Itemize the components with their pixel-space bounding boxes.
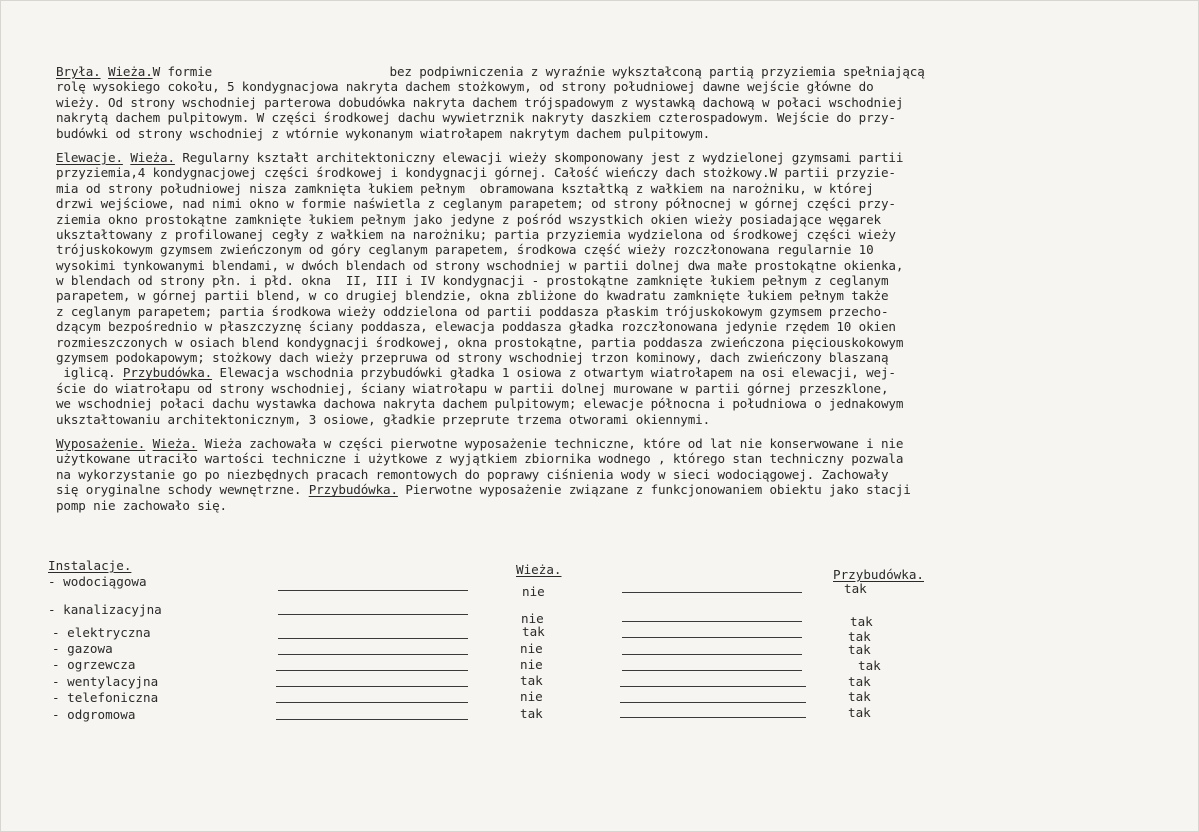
annex-value: tak — [858, 658, 881, 673]
text-run: mia od strony południowej nisza zamknięta łukiem pełnym obramowana kształtką z wałkiem na narożniku, w której — [56, 180, 874, 196]
text-run: wieży. Od strony wschodniej parterowa dobudówka nakryta dachem trójspadowym z wystawką dachową w połaci wschodniej — [56, 94, 904, 110]
text-run: rolę wysokiego cokołu, 5 kondygnacjowa nakryta dachem stożkowym, od strony południowej dawne wejście główne do — [56, 79, 874, 95]
dotted-rule — [620, 702, 806, 703]
installation-label: - elektryczna — [52, 625, 151, 640]
tower-value: nie — [522, 584, 545, 599]
text-run: trójuskokowym gzymsem zwieńczonym od góry ceglanym parapetem, środkowa część wieży rozczłonowana regularnie 10 — [56, 242, 874, 258]
underlined-heading: Bryła. — [56, 64, 101, 79]
text-run: ście do wiatrołapu od strony wschodniej, ściany wiatrołapu w partii dolnej murowane w partii górnej przeszklone, — [56, 380, 889, 396]
text-run: na wykorzystanie go po niezbędnych pracach remontowych do poprawy ciśnienia wody w sieci wodociągowej. Zachowały — [56, 466, 889, 482]
installation-label: - wodociągowa — [48, 574, 147, 589]
dotted-rule — [622, 637, 802, 638]
text-run: ukształtowaniu architektonicznym, 3 osiowe, gładkie przeprute trzema otworami okiennymi. — [56, 411, 711, 427]
dotted-rule — [622, 621, 802, 622]
tower-value: tak — [520, 673, 543, 688]
installations-title: Instalacje. — [48, 558, 132, 573]
dotted-rule — [276, 702, 468, 703]
text-run: z ceglanym parapetem; partia środkowa wieży oddzielona od partii poddasza płaskim trójuskokowym gzymsem przecho- — [56, 303, 889, 319]
tower-value: nie — [521, 611, 544, 626]
column-header-tower: Wieża. — [516, 562, 562, 577]
text-run: iglicą. — [56, 365, 123, 381]
underlined-heading: Elewacje. — [56, 149, 123, 165]
dotted-rule — [276, 670, 468, 671]
annex-value: tak — [848, 674, 871, 689]
text-run: Elewacja wschodnia przybudówki gładka 1 osiowa z otwartym wiatrołapem na osi elewacji, wej- — [212, 365, 896, 381]
underlined-heading: Przybudówka. — [308, 482, 398, 498]
text-run: wysokimi tynkowanymi blendami, w dwóch blendach od strony wschodniej w partii dolnej dwa małe prostokątne okienka, — [56, 257, 904, 273]
dotted-rule — [620, 686, 806, 687]
text-run: rozmieszczonych w osiach blend kondygnacji środkowej, okna prostokątne, partia poddasza zwieńczona pięciouskokowym — [56, 334, 904, 350]
text-run: ukształtowany z profilowanej cegły z wałkiem na narożniku; partia przyziemia wydzielona od środkowej części wieży — [56, 226, 896, 242]
text-run: się oryginalne schody wewnętrzne. — [56, 482, 309, 498]
text-run: Wieża zachowała w części pierwotne wyposażenie techniczne, które od lat nie konserwowane i nie — [197, 435, 904, 451]
tower-value: nie — [520, 689, 543, 704]
text-run: ziemia okno prostokątne zamknięte łukiem pełnym jako jedyne z pośród wszystkich okien wieży posiadające węgarek — [56, 211, 881, 227]
text-run: pomp nie zachowało się. — [56, 497, 227, 513]
text-run: we wschodniej połaci dachu wystawka dachowa nakryta dachem pulpitowym; elewacje północna i południowa o jednakowym — [56, 396, 904, 412]
text-run: budówki od strony wschodniej z wtórnie wykonanym wiatrołapem nakrytym dachem pulpitowym. — [56, 125, 711, 141]
text-run: Pierwotne wyposażenie związane z funkcjonowaniem obiektu jako stacji — [397, 482, 911, 498]
text-run: nakrytą dachem pulpitowym. W części środkowej dachu wywietrznik nakryty daszkiem czterospadowym. Wejście do przy- — [56, 110, 896, 126]
text-run: dzącym bezpośrednio w płaszczyznę ściany poddasza, elewacja poddasza gładka rozczłonowana jedynie rzędem 10 okien — [56, 319, 896, 335]
dotted-rule — [278, 654, 468, 655]
underlined-heading: Wieża. — [152, 435, 198, 451]
underlined-heading: Wieża. — [108, 64, 153, 79]
dotted-rule — [622, 592, 802, 593]
text-run: parapetem, w górnej partii blend, w co drugiej blendzie, okna zbliżone do kwadratu zamknięte łukiem pełnym także — [56, 288, 889, 304]
dotted-rule — [278, 614, 468, 615]
text-run: w blendach od strony płn. i płd. okna II, III i IV kondygnacji - prostokątne zamknięte łukiem pełnym z ceglanym — [56, 273, 889, 289]
text-run: bez podpiwniczenia z wyraźnie wykształconą partią przyziemia spełniającą — [389, 64, 925, 79]
text-run: użytkowane utraciło wartości techniczne i użytkowe z wyjątkiem zbiornika wodnego , którego stan techniczny pozwala — [56, 451, 904, 467]
text-run: przyziemia,4 kondygnacjowej części środkowej i kondygnacji górnej. Całość wieńczy dach stożkowy.W partii przyzie- — [56, 165, 896, 181]
annex-value: tak — [844, 581, 867, 596]
annex-value: tak — [848, 689, 871, 704]
dotted-rule — [622, 654, 802, 655]
underlined-heading: Wyposażenie. — [56, 435, 146, 451]
annex-value: tak — [850, 614, 873, 629]
tower-value: tak — [522, 624, 545, 639]
annex-value: tak — [848, 629, 871, 644]
dotted-rule — [278, 638, 468, 639]
annex-value: tak — [848, 642, 871, 657]
tower-value: tak — [520, 706, 543, 721]
installation-label: - kanalizacyjna — [48, 602, 162, 617]
annex-value: tak — [848, 705, 871, 720]
text-run: drzwi wejściowe, nad nimi okno w formie naświetla z ceglanym parapetem; od strony północnej w górnej części przy- — [56, 196, 896, 212]
dotted-rule — [276, 719, 468, 720]
text-run: gzymsem podokapowym; stożkowy dach wieży przepruwa od strony wschodniej trzon kominowy, dach zwieńczony blaszaną — [56, 350, 889, 366]
dotted-rule — [620, 717, 806, 718]
text-run: Regularny kształt architektoniczny elewacji wieży skomponowany jest z wydzielonej gzymsami partii — [174, 149, 904, 165]
installation-label: - telefoniczna — [52, 690, 159, 705]
tower-value: nie — [520, 641, 543, 656]
installation-label: - wentylacyjna — [52, 674, 159, 689]
text-run: W formie — [152, 64, 220, 79]
installation-label: - ogrzewcza — [52, 657, 136, 672]
dotted-rule — [622, 670, 802, 671]
underlined-heading: Przybudówka. — [122, 365, 213, 381]
underlined-heading: Wieża. — [130, 149, 175, 165]
dotted-rule — [278, 590, 468, 591]
installation-label: - odgromowa — [52, 707, 136, 722]
tower-value: nie — [520, 657, 543, 672]
column-header-annex: Przybudówka. — [833, 567, 924, 582]
installation-label: - gazowa — [52, 641, 113, 656]
dotted-rule — [276, 686, 468, 687]
